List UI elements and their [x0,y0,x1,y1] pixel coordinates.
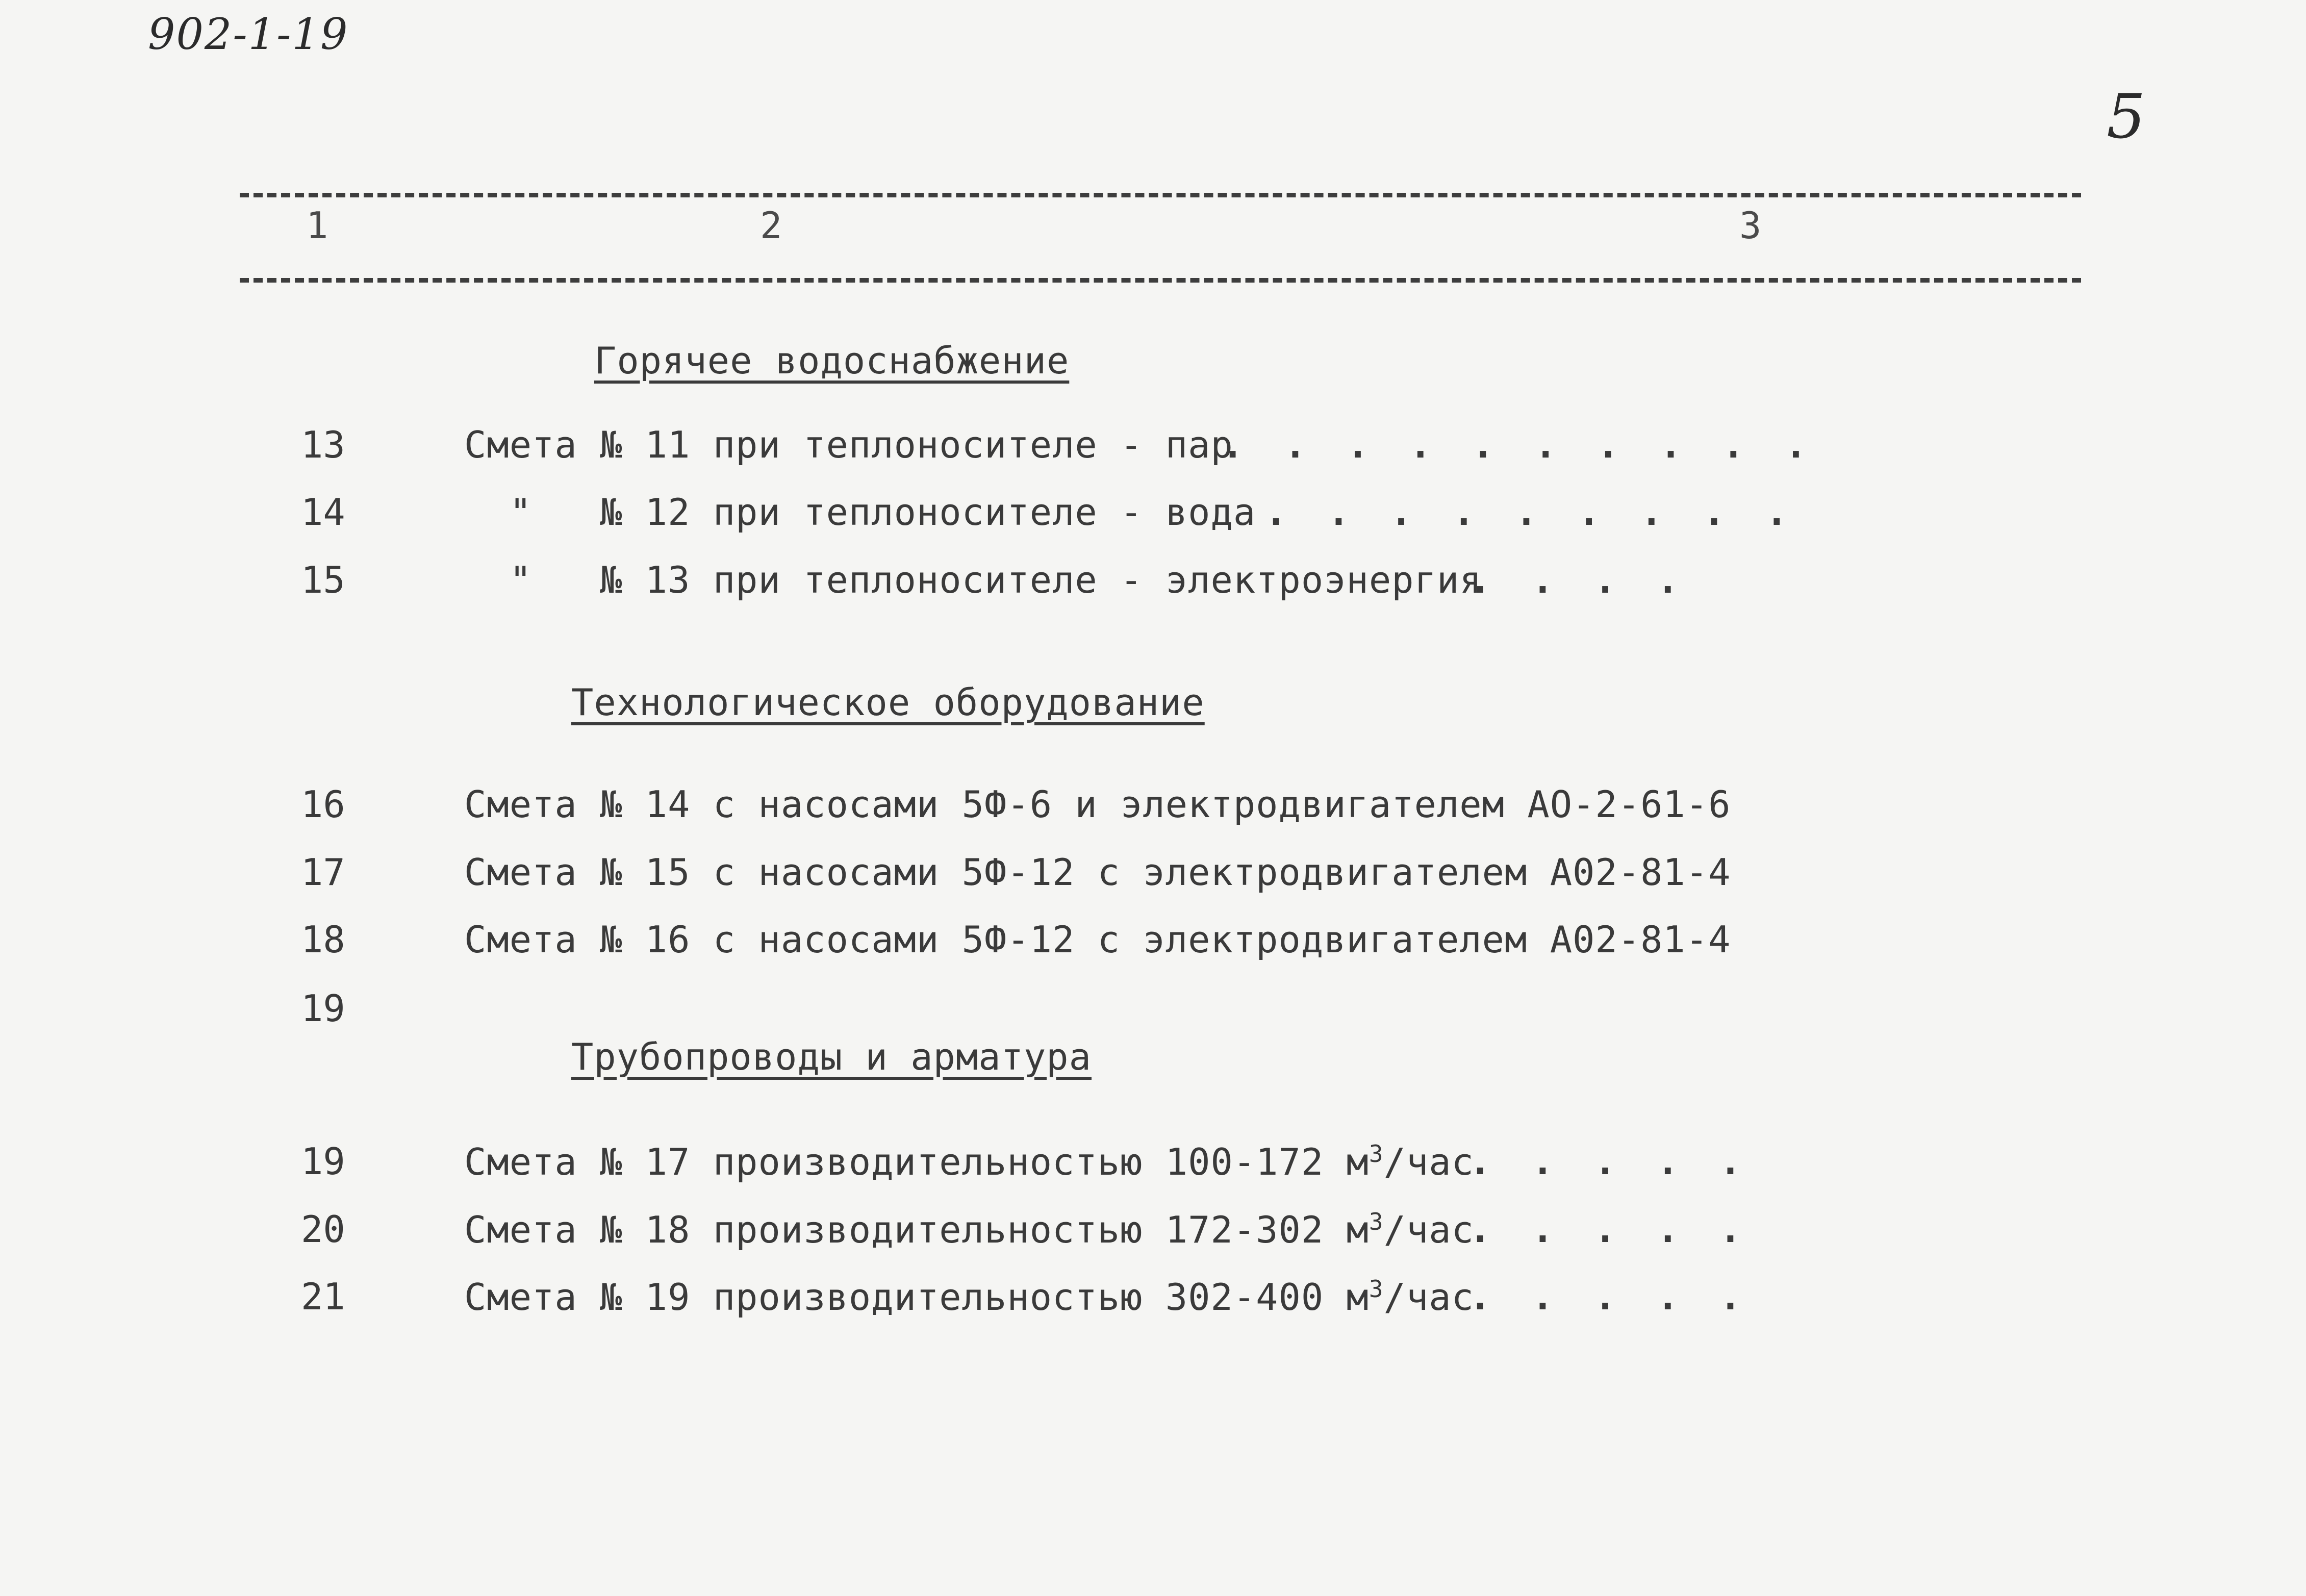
section-title-pipelines: Трубопроводы и арматура [571,1035,1092,1078]
row-text: Смета № 16 с насосами 5Ф-12 с электродвигателем А02-81-4 [464,918,1731,961]
column-header-2: 2 [760,204,782,247]
row-number: 17 [301,851,345,894]
section-title-hot-water: Горячее водоснабжение [594,339,1070,382]
table-row [0,491,2306,542]
document-code: 902-1-19 [148,9,349,59]
table-row [0,918,2306,969]
row-number: 19 [301,987,345,1030]
row-text: Смета № 18 производительностью 172-302 $м^3$/час [464,1208,1474,1251]
row-number: 15 [301,559,345,601]
row-number: 19 [301,1140,345,1183]
row-text: Смета № 14 с насосами 5Ф-6 и электродвигателем АО-2-61-6 [464,783,1731,826]
unit-superscript: 3 [1369,1208,1384,1235]
row-leader-dots: . . . . . . . . . [1265,491,1797,534]
row-text: Смета № 19 производительностью 302-400 $м^3$/час [464,1275,1474,1319]
table-row [0,987,2306,1038]
row-number: 14 [301,491,345,534]
row-text: " № 13 при теплоносителе - электроэнергия [464,559,1482,601]
table-row [0,1275,2306,1326]
row-leader-dots: . . . . [1469,559,1688,601]
unit-superscript: 3 [1369,1140,1384,1168]
row-number: 13 [301,423,345,466]
row-text: Смета № 17 производительностью 100-172 $м^3$/час [464,1140,1474,1183]
table-row [0,1140,2306,1191]
row-text: Смета № 11 при теплоносителе - пар [464,423,1233,466]
table-row [0,423,2306,474]
column-header-3: 3 [1739,204,1762,247]
table-row [0,851,2306,902]
row-number: 18 [301,918,345,961]
page-number: 5 [2107,82,2146,153]
row-leader-dots: . . . . . [1469,1275,1751,1318]
table-row [0,559,2306,610]
row-number: 20 [301,1208,345,1251]
table-rule-bottom [240,278,2081,283]
row-number: 16 [301,783,345,826]
table-row [0,1208,2306,1259]
unit-superscript: 3 [1369,1275,1384,1303]
row-leader-dots: . . . . . [1469,1208,1751,1251]
row-number: 21 [301,1275,345,1318]
row-text: " № 12 при теплоносителе - вода [464,491,1256,534]
row-leader-dots: . . . . . [1469,1140,1751,1183]
section-title-equipment: Технологическое оборудование [571,681,1205,724]
row-leader-dots: . . . . . . . . . . [1222,423,1816,466]
table-rule-top [240,193,2081,197]
row-text: Смета № 15 с насосами 5Ф-12 с электродвигателем А02-81-4 [464,851,1731,894]
table-row [0,783,2306,834]
column-header-1: 1 [306,204,328,247]
